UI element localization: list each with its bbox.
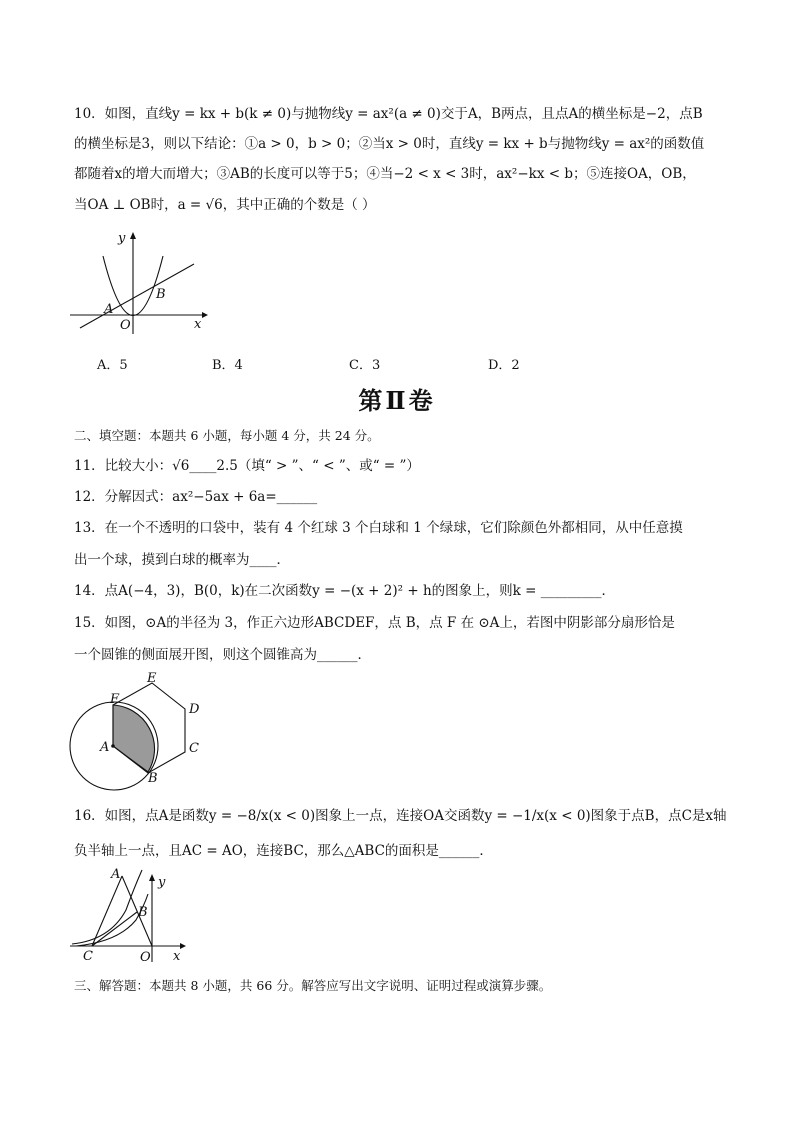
q11: 11．比较大小：√6____2.5（填“ > ”、“ < ”、或“ = ”）	[74, 458, 420, 474]
q13-line-1: 13．在一个不透明的口袋中，装有 4 个红球 3 个白球和 1 个绿球，它们除颜色外都相同，从中任意摸	[74, 520, 683, 536]
x-axis-arrow	[202, 312, 208, 318]
option-c: C．3	[349, 358, 381, 373]
q15-line-1: 15．如图，⊙A的半径为 3，作正六边形ABCDEF，点 B，点 F 在 ⊙A上，若图中阴影部分扇形恰是	[74, 615, 675, 631]
label-b: B	[148, 771, 158, 786]
label-o: O	[120, 318, 131, 333]
line-y-kx-b	[80, 264, 194, 328]
curve-y-neg-1-over-x	[76, 894, 148, 946]
label-f: F	[110, 692, 120, 707]
option-a: A．5	[97, 358, 128, 373]
q10-line-4: 当OA ⊥ OB时，a = √6，其中正确的个数是（ ）	[74, 197, 376, 213]
label-a: A	[100, 740, 110, 755]
label-c: C	[83, 949, 93, 964]
q16-figure	[70, 866, 195, 964]
section2-heading: 二、填空题：本题共 6 小题，每小题 4 分，共 24 分。	[74, 428, 380, 443]
q15-line-2: 一个圆锥的侧面展开图，则这个圆锥高为______．	[74, 647, 371, 663]
label-a: A	[104, 302, 114, 317]
q10-line-1: 10．如图，直线y = kx + b(k ≠ 0)与抛物线y = ax²(a ≠ 0)交于A，B两点，且点A的横坐标是−2，点B	[74, 106, 703, 122]
q10-figure	[70, 226, 210, 338]
option-d: D．2	[488, 358, 520, 373]
curve-y-neg-8-over-x	[72, 870, 142, 944]
q12: 12．分解因式：ax²−5ax + 6a=______	[74, 489, 318, 505]
q16-line-1: 16．如图，点A是函数y = −8/x(x < 0)图象上一点，连接OA交函数y = −1/x(x < 0)图象于点B，点C是x轴	[74, 808, 727, 824]
label-y: y	[158, 875, 166, 890]
label-b: B	[138, 905, 148, 920]
label-x: x	[194, 317, 202, 332]
label-a: A	[111, 867, 121, 882]
center-a	[111, 744, 115, 748]
y-axis-arrow	[130, 232, 136, 239]
label-e: E	[147, 671, 157, 686]
q14: 14．点A(−4，3)，B(0，k)在二次函数y = −(x + 2)² + h的图象上，则k = _________．	[74, 583, 615, 599]
q10-line-2: 的横坐标是3，则以下结论：①a > 0，b > 0；②当x > 0时，直线y = kx + b与抛物线y = ax²的函数值	[74, 136, 705, 152]
label-y: y	[118, 231, 126, 246]
label-x: x	[173, 949, 181, 964]
section3-heading: 三、解答题：本题共 8 小题，共 66 分。解答应写出文字说明、证明过程或演算步骤。	[74, 978, 552, 993]
y-axis-arrow	[149, 874, 155, 881]
q10-line-3: 都随着x的增大而增大；③AB的长度可以等于5；④当−2 < x < 3时，ax²−kx < b；⑤连接OA，OB，	[74, 166, 696, 182]
segment-ac	[92, 876, 122, 946]
part2-title: 第Ⅱ卷	[358, 386, 436, 415]
label-o: O	[140, 950, 151, 965]
label-d: D	[189, 702, 200, 717]
label-c: C	[189, 741, 199, 756]
option-b: B．4	[212, 358, 243, 373]
q15-figure	[68, 670, 208, 785]
q16-line-2: 负半轴上一点，且AC = AO，连接BC，那么△ABC的面积是______．	[74, 843, 493, 859]
q13-line-2: 出一个球，摸到白球的概率为____．	[74, 552, 290, 568]
x-axis-arrow	[180, 943, 186, 949]
label-b: B	[156, 287, 166, 302]
